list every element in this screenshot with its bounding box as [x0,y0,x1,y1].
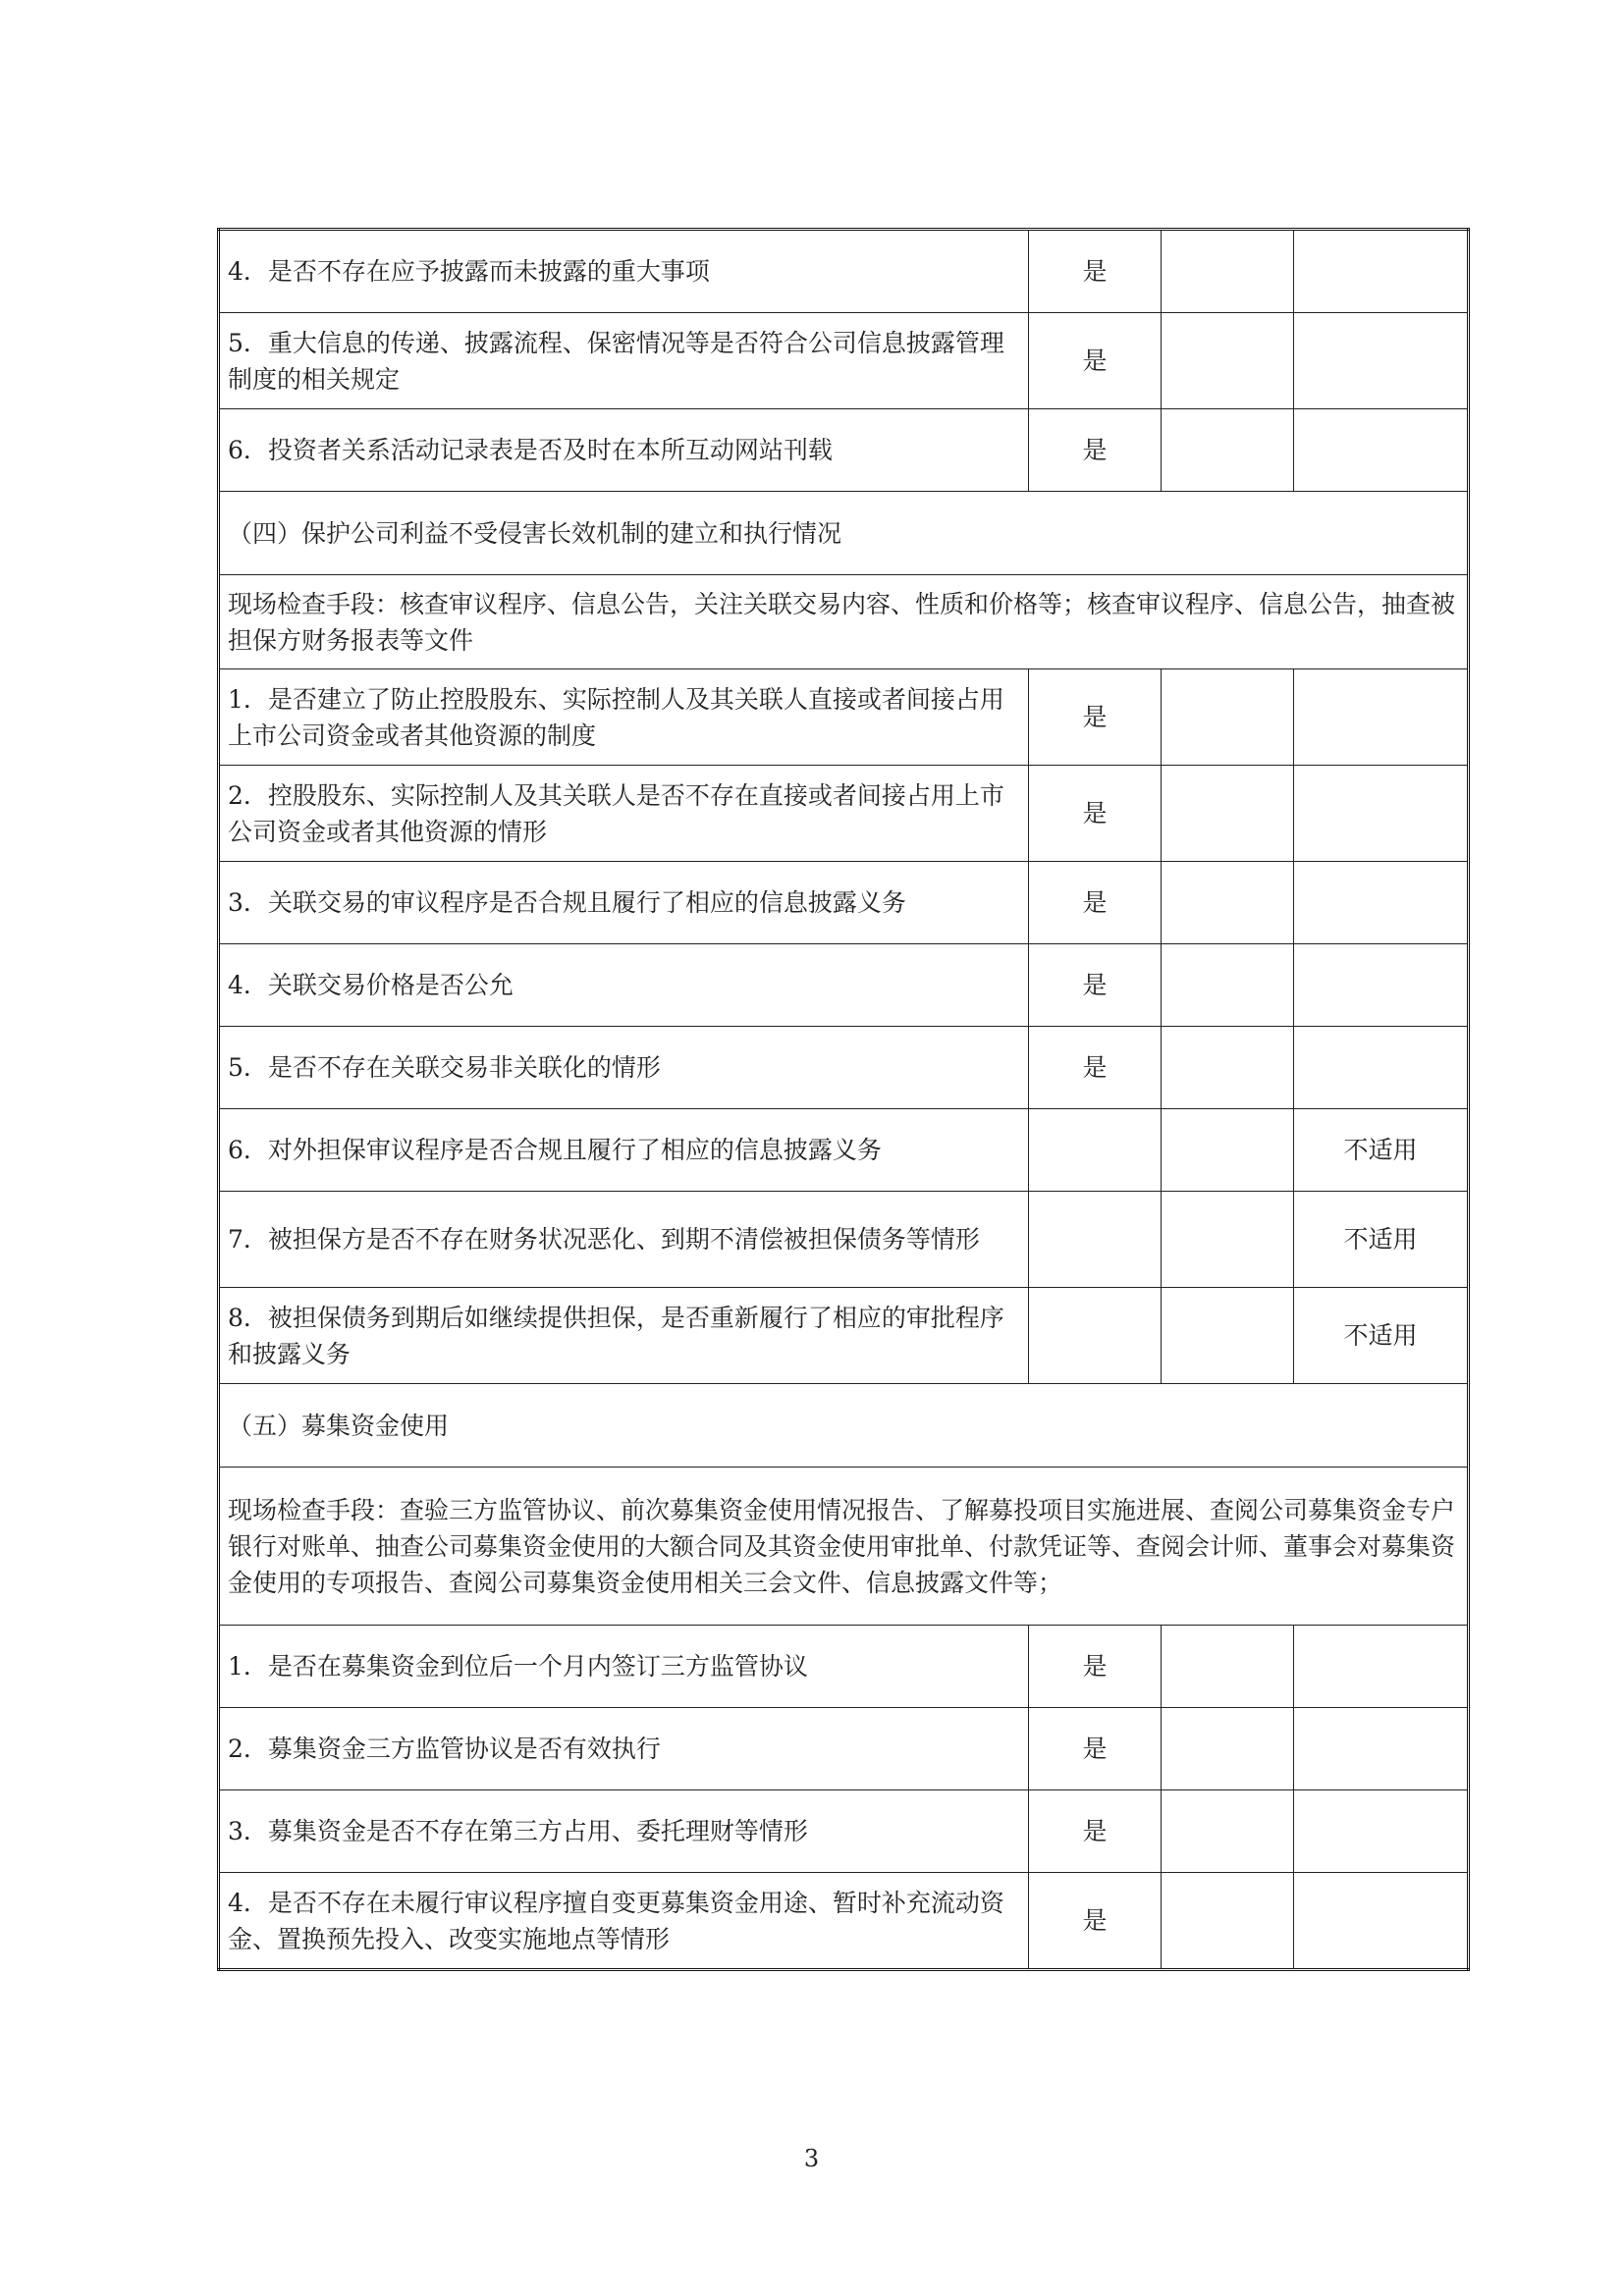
question-cell: 8．被担保债务到期后如继续提供担保，是否重新履行了相应的审批程序和披露义务 [219,1288,1029,1384]
checklist-row [219,1027,1469,1109]
question-cell: 6．对外担保审议程序是否合规且履行了相应的信息披露义务 [219,1109,1029,1192]
no-cell [1162,1288,1294,1384]
question-cell: 3．募集资金是否不存在第三方占用、委托理财等情形 [219,1790,1029,1873]
yes-cell: 是 [1029,313,1162,409]
not-applicable-cell [1294,1790,1469,1873]
no-cell [1162,1109,1294,1192]
yes-cell [1029,1192,1162,1288]
inspection-method: 现场检查手段：查验三方监管协议、前次募集资金使用情况报告、了解募投项目实施进展、查阅公司募集资金专户银行对账单、抽查公司募集资金使用的大额合同及其资金使用审批单、付款凭证等、查阅会计师、董事会对募集资金使用的专项报告、查阅公司募集资金使用相关三会文件、信息披露文件等； [219,1468,1469,1626]
not-applicable-cell: 不适用 [1294,1109,1469,1192]
checklist-row [219,313,1469,409]
no-cell [1162,1790,1294,1873]
no-cell [1162,944,1294,1027]
yes-cell: 是 [1029,409,1162,492]
question-cell: 1．是否建立了防止控股股东、实际控制人及其关联人直接或者间接占用上市公司资金或者其他资源的制度 [219,669,1029,766]
not-applicable-cell: 不适用 [1294,1288,1469,1384]
page-number: 3 [803,2145,820,2172]
not-applicable-cell [1294,1708,1469,1790]
yes-cell: 是 [1029,1626,1162,1708]
not-applicable-cell [1294,944,1469,1027]
yes-cell: 是 [1029,1708,1162,1790]
yes-cell: 是 [1029,1790,1162,1873]
checklist-row [219,1109,1469,1192]
yes-cell [1029,1288,1162,1384]
checklist-row [219,1873,1469,1970]
not-applicable-cell [1294,409,1469,492]
question-cell: 5．重大信息的传递、披露流程、保密情况等是否符合公司信息披露管理制度的相关规定 [219,313,1029,409]
checklist-row [219,230,1469,313]
question-cell: 7．被担保方是否不存在财务状况恶化、到期不清偿被担保债务等情形 [219,1192,1029,1288]
inspection-method-row [219,1468,1469,1626]
section-heading-row [219,492,1469,575]
not-applicable-cell [1294,669,1469,766]
section-heading: （四）保护公司利益不受侵害长效机制的建立和执行情况 [219,492,1469,575]
not-applicable-cell [1294,1873,1469,1970]
no-cell [1162,313,1294,409]
no-cell [1162,1708,1294,1790]
not-applicable-cell [1294,230,1469,313]
question-cell: 4．是否不存在未履行审议程序擅自变更募集资金用途、暂时补充流动资金、置换预先投入、改变实施地点等情形 [219,1873,1029,1970]
not-applicable-cell [1294,1027,1469,1109]
question-cell: 4．是否不存在应予披露而未披露的重大事项 [219,230,1029,313]
question-cell: 3．关联交易的审议程序是否合规且履行了相应的信息披露义务 [219,862,1029,944]
checklist-row [219,1192,1469,1288]
yes-cell [1029,1109,1162,1192]
checklist-row [219,862,1469,944]
question-cell: 5．是否不存在关联交易非关联化的情形 [219,1027,1029,1109]
checklist-row [219,1708,1469,1790]
inspection-method: 现场检查手段：核查审议程序、信息公告，关注关联交易内容、性质和价格等；核查审议程序、信息公告，抽查被担保方财务报表等文件 [219,575,1469,669]
yes-cell: 是 [1029,1027,1162,1109]
not-applicable-cell: 不适用 [1294,1192,1469,1288]
yes-cell: 是 [1029,1873,1162,1970]
checklist-row [219,944,1469,1027]
checklist-row [219,409,1469,492]
checklist-row [219,1288,1469,1384]
checklist-row [219,669,1469,766]
inspection-checklist-table [217,228,1470,1971]
question-cell: 6．投资者关系活动记录表是否及时在本所互动网站刊载 [219,409,1029,492]
no-cell [1162,1027,1294,1109]
not-applicable-cell [1294,1626,1469,1708]
yes-cell: 是 [1029,766,1162,862]
yes-cell: 是 [1029,230,1162,313]
question-cell: 2．控股股东、实际控制人及其关联人是否不存在直接或者间接占用上市公司资金或者其他资源的情形 [219,766,1029,862]
no-cell [1162,409,1294,492]
checklist-row [219,1790,1469,1873]
checklist-row [219,1626,1469,1708]
not-applicable-cell [1294,766,1469,862]
no-cell [1162,862,1294,944]
question-cell: 4．关联交易价格是否公允 [219,944,1029,1027]
yes-cell: 是 [1029,862,1162,944]
no-cell [1162,766,1294,862]
yes-cell: 是 [1029,944,1162,1027]
not-applicable-cell [1294,862,1469,944]
no-cell [1162,1873,1294,1970]
no-cell [1162,669,1294,766]
section-heading: （五）募集资金使用 [219,1384,1469,1468]
not-applicable-cell [1294,313,1469,409]
yes-cell: 是 [1029,669,1162,766]
no-cell [1162,1192,1294,1288]
checklist-row [219,766,1469,862]
inspection-method-row [219,575,1469,669]
section-heading-row [219,1384,1469,1468]
question-cell: 1．是否在募集资金到位后一个月内签订三方监管协议 [219,1626,1029,1708]
question-cell: 2．募集资金三方监管协议是否有效执行 [219,1708,1029,1790]
no-cell [1162,230,1294,313]
no-cell [1162,1626,1294,1708]
